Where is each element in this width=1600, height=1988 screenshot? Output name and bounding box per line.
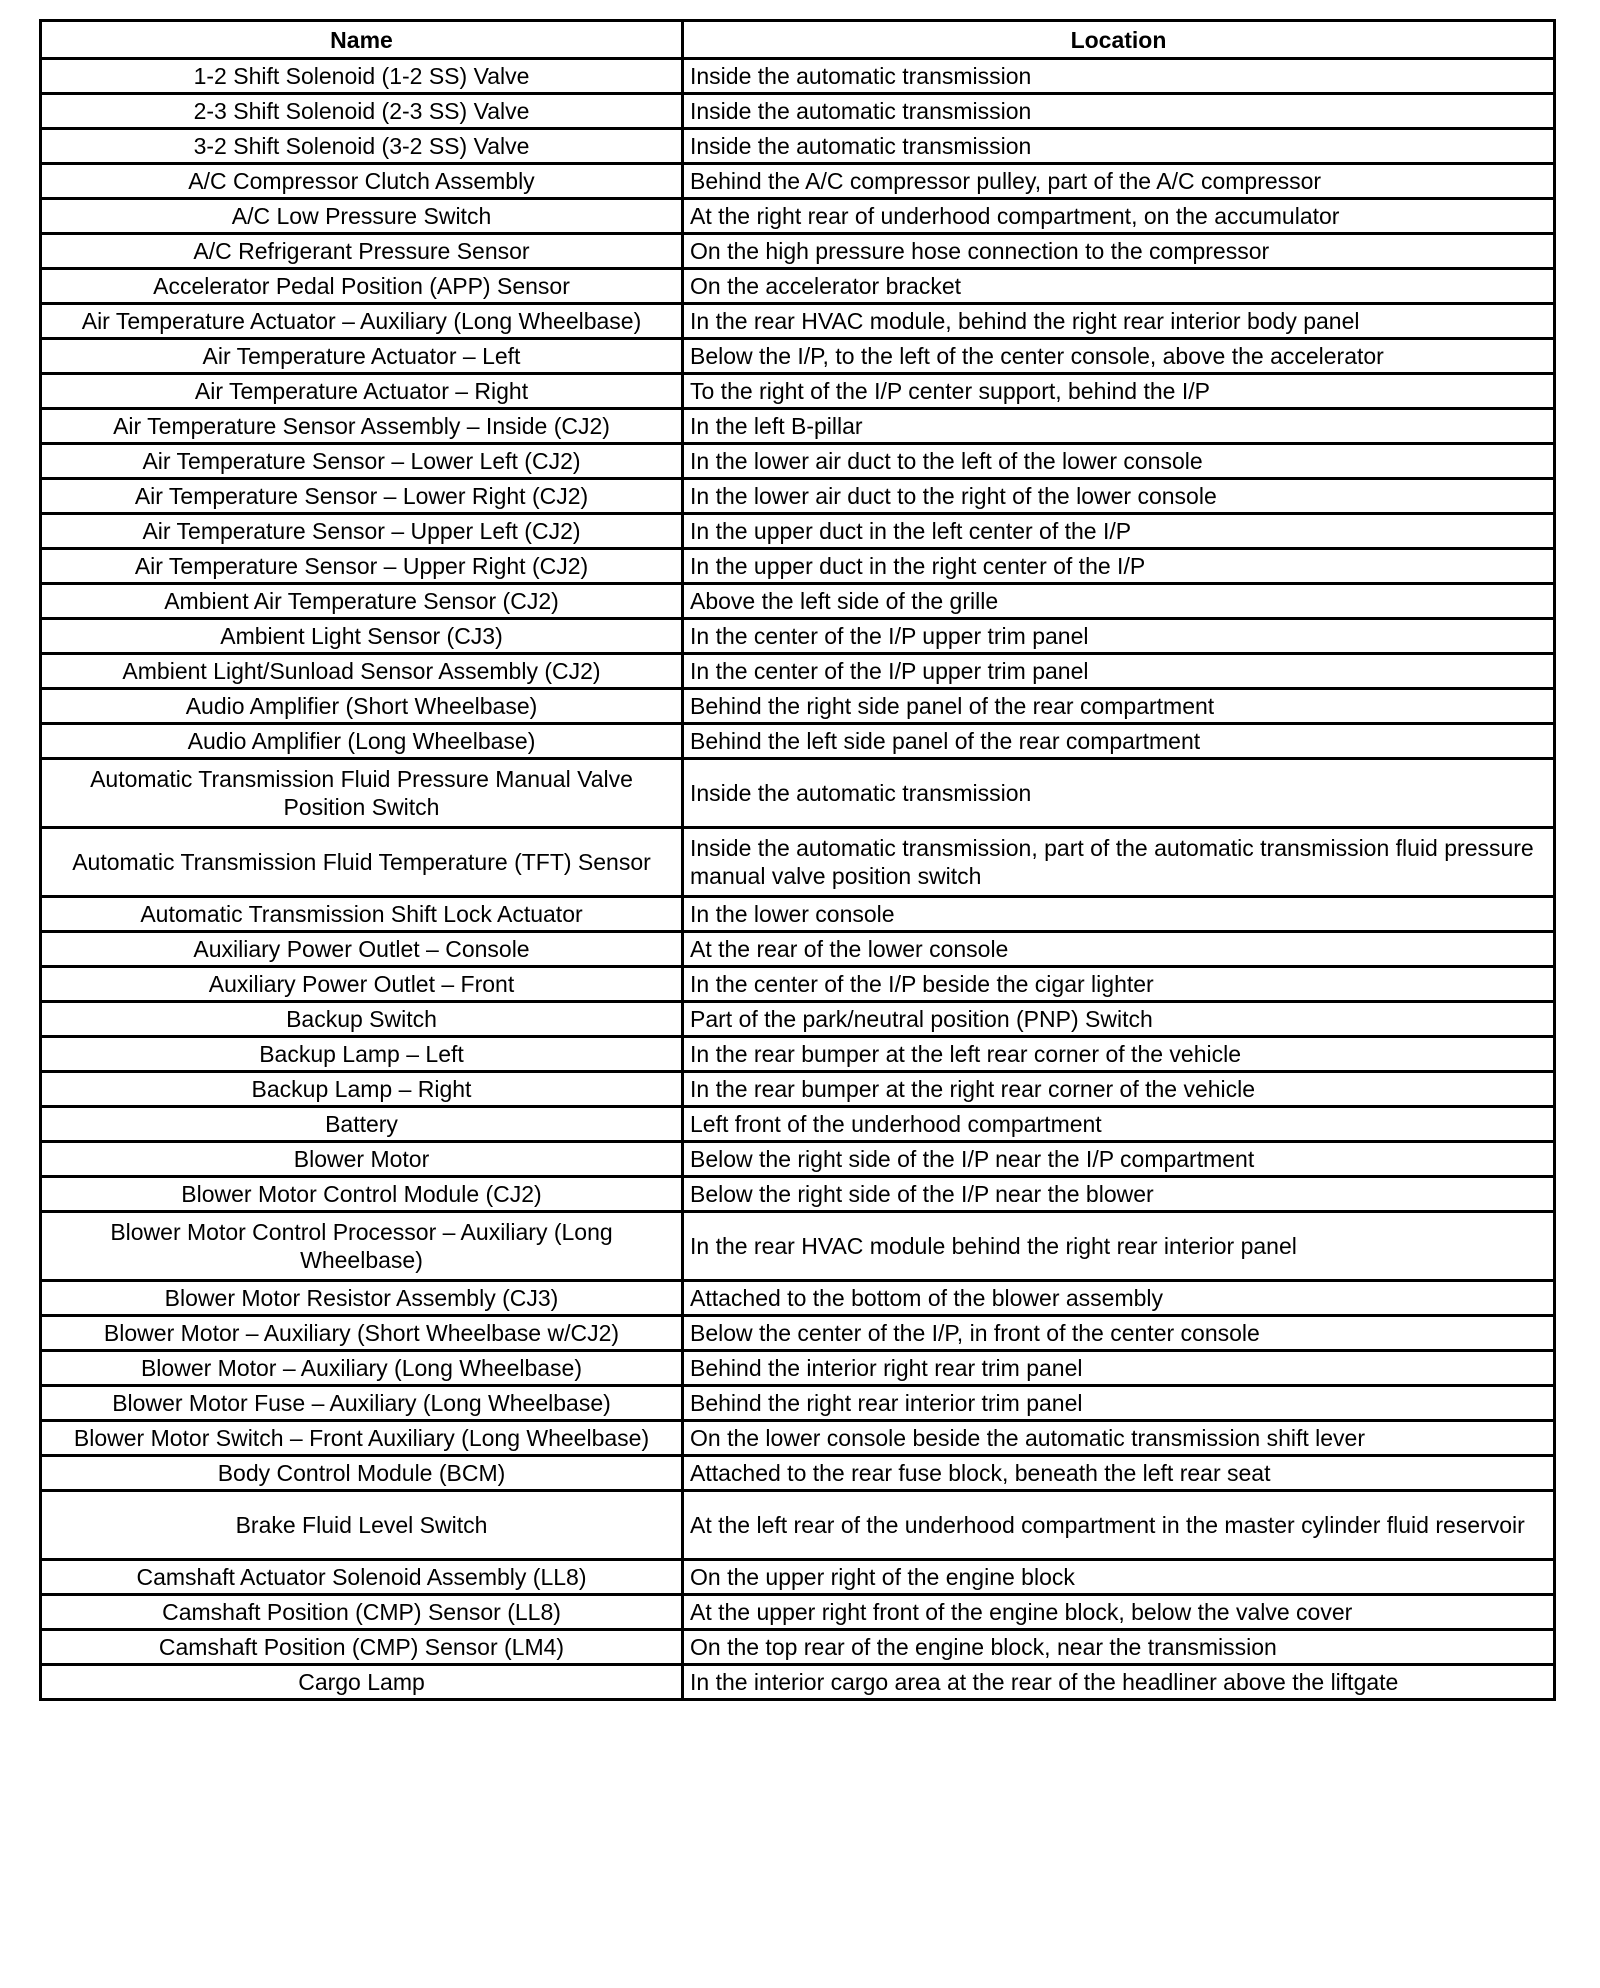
component-location-cell: On the high pressure hose connection to the compressor (683, 234, 1555, 269)
table-row (41, 1316, 1555, 1351)
component-name-cell: Blower Motor – Auxiliary (Short Wheelbase w/CJ2) (41, 1316, 683, 1351)
table-row (41, 1491, 1555, 1560)
component-location-cell: In the center of the I/P upper trim panel (683, 619, 1555, 654)
table-body (41, 59, 1555, 1700)
component-name-cell: Auxiliary Power Outlet – Front (41, 967, 683, 1002)
component-name-cell: Ambient Air Temperature Sensor (CJ2) (41, 584, 683, 619)
table-row (41, 1456, 1555, 1491)
component-location-cell: At the rear of the lower console (683, 932, 1555, 967)
table-row (41, 1281, 1555, 1316)
component-location-cell: On the accelerator bracket (683, 269, 1555, 304)
component-name-cell: Camshaft Actuator Solenoid Assembly (LL8) (41, 1560, 683, 1595)
component-location-cell: In the rear bumper at the left rear corner of the vehicle (683, 1037, 1555, 1072)
component-name-cell: Auxiliary Power Outlet – Console (41, 932, 683, 967)
component-name-cell: Air Temperature Actuator – Auxiliary (Long Wheelbase) (41, 304, 683, 339)
component-name-cell: Cargo Lamp (41, 1665, 683, 1700)
component-name-cell: A/C Low Pressure Switch (41, 199, 683, 234)
component-location-cell: Behind the right side panel of the rear compartment (683, 689, 1555, 724)
table-row (41, 444, 1555, 479)
component-name-cell: Air Temperature Sensor – Lower Right (CJ2) (41, 479, 683, 514)
component-location-cell: Part of the park/neutral position (PNP) Switch (683, 1002, 1555, 1037)
component-name-cell: Ambient Light/Sunload Sensor Assembly (CJ2) (41, 654, 683, 689)
component-locator-table-wrapper (39, 19, 1553, 1701)
component-location-cell: On the lower console beside the automatic transmission shift lever (683, 1421, 1555, 1456)
component-location-cell: In the lower air duct to the left of the lower console (683, 444, 1555, 479)
component-name-cell: Backup Lamp – Right (41, 1072, 683, 1107)
component-location-cell: Inside the automatic transmission, part of the automatic transmission fluid pressure manual valve position switch (683, 828, 1555, 897)
table-row (41, 59, 1555, 94)
component-name-cell: Audio Amplifier (Long Wheelbase) (41, 724, 683, 759)
component-location-cell: Below the right side of the I/P near the blower (683, 1177, 1555, 1212)
component-location-cell: Above the left side of the grille (683, 584, 1555, 619)
component-location-cell: In the upper duct in the left center of the I/P (683, 514, 1555, 549)
component-location-cell: Behind the A/C compressor pulley, part of the A/C compressor (683, 164, 1555, 199)
component-name-cell: Air Temperature Actuator – Right (41, 374, 683, 409)
table-row (41, 1212, 1555, 1281)
component-name-cell: Ambient Light Sensor (CJ3) (41, 619, 683, 654)
component-location-cell: In the left B-pillar (683, 409, 1555, 444)
component-location-cell: Below the center of the I/P, in front of the center console (683, 1316, 1555, 1351)
component-name-cell: Blower Motor Switch – Front Auxiliary (Long Wheelbase) (41, 1421, 683, 1456)
table-row (41, 409, 1555, 444)
table-row (41, 1665, 1555, 1700)
table-row (41, 479, 1555, 514)
component-location-cell: In the upper duct in the right center of the I/P (683, 549, 1555, 584)
table-row (41, 689, 1555, 724)
table-row (41, 339, 1555, 374)
component-name-cell: Audio Amplifier (Short Wheelbase) (41, 689, 683, 724)
table-row (41, 897, 1555, 932)
component-location-cell: Left front of the underhood compartment (683, 1107, 1555, 1142)
component-location-cell: At the right rear of underhood compartment, on the accumulator (683, 199, 1555, 234)
component-name-cell: A/C Compressor Clutch Assembly (41, 164, 683, 199)
component-location-cell: In the lower air duct to the right of the lower console (683, 479, 1555, 514)
component-locator-table (39, 19, 1556, 1701)
component-name-cell: Blower Motor Control Module (CJ2) (41, 1177, 683, 1212)
component-name-cell: Body Control Module (BCM) (41, 1456, 683, 1491)
table-row (41, 514, 1555, 549)
component-name-cell: Blower Motor Resistor Assembly (CJ3) (41, 1281, 683, 1316)
component-name-cell: Backup Lamp – Left (41, 1037, 683, 1072)
table-row (41, 1630, 1555, 1665)
component-name-cell: Automatic Transmission Shift Lock Actuator (41, 897, 683, 932)
table-row (41, 199, 1555, 234)
component-name-cell: 3-2 Shift Solenoid (3-2 SS) Valve (41, 129, 683, 164)
table-row (41, 654, 1555, 689)
component-location-cell: In the interior cargo area at the rear of the headliner above the liftgate (683, 1665, 1555, 1700)
table-row (41, 94, 1555, 129)
component-location-cell: Behind the interior right rear trim panel (683, 1351, 1555, 1386)
component-location-cell: In the rear HVAC module, behind the right rear interior body panel (683, 304, 1555, 339)
table-row (41, 1177, 1555, 1212)
component-location-cell: In the rear HVAC module behind the right rear interior panel (683, 1212, 1555, 1281)
table-row (41, 1002, 1555, 1037)
table-row (41, 619, 1555, 654)
component-location-cell: Below the right side of the I/P near the I/P compartment (683, 1142, 1555, 1177)
component-name-cell: 1-2 Shift Solenoid (1-2 SS) Valve (41, 59, 683, 94)
component-location-cell: Inside the automatic transmission (683, 59, 1555, 94)
name-column-header: Name (41, 21, 683, 59)
table-row (41, 129, 1555, 164)
component-location-cell: Attached to the bottom of the blower assembly (683, 1281, 1555, 1316)
table-row (41, 1351, 1555, 1386)
component-location-cell: In the center of the I/P beside the cigar lighter (683, 967, 1555, 1002)
table-row (41, 374, 1555, 409)
component-location-cell: In the rear bumper at the right rear corner of the vehicle (683, 1072, 1555, 1107)
table-row (41, 1560, 1555, 1595)
component-name-cell: Backup Switch (41, 1002, 683, 1037)
component-name-cell: Brake Fluid Level Switch (41, 1491, 683, 1560)
component-name-cell: Accelerator Pedal Position (APP) Sensor (41, 269, 683, 304)
table-row (41, 724, 1555, 759)
table-header-row (41, 21, 1555, 59)
component-name-cell: Automatic Transmission Fluid Pressure Manual Valve Position Switch (41, 759, 683, 828)
component-location-cell: At the left rear of the underhood compartment in the master cylinder fluid reservoir (683, 1491, 1555, 1560)
component-location-cell: Behind the left side panel of the rear compartment (683, 724, 1555, 759)
component-location-cell: In the center of the I/P upper trim panel (683, 654, 1555, 689)
component-name-cell: Blower Motor Fuse – Auxiliary (Long Wheelbase) (41, 1386, 683, 1421)
component-name-cell: A/C Refrigerant Pressure Sensor (41, 234, 683, 269)
component-name-cell: Blower Motor – Auxiliary (Long Wheelbase) (41, 1351, 683, 1386)
table-row (41, 828, 1555, 897)
table-row (41, 584, 1555, 619)
component-location-cell: Inside the automatic transmission (683, 94, 1555, 129)
component-name-cell: Camshaft Position (CMP) Sensor (LL8) (41, 1595, 683, 1630)
component-name-cell: Air Temperature Sensor – Upper Right (CJ2) (41, 549, 683, 584)
component-location-cell: In the lower console (683, 897, 1555, 932)
table-row (41, 269, 1555, 304)
table-row (41, 759, 1555, 828)
component-name-cell: Air Temperature Sensor – Lower Left (CJ2) (41, 444, 683, 479)
table-row (41, 1107, 1555, 1142)
component-location-cell: Behind the right rear interior trim panel (683, 1386, 1555, 1421)
component-location-cell: Inside the automatic transmission (683, 759, 1555, 828)
table-row (41, 1386, 1555, 1421)
table-row (41, 1072, 1555, 1107)
component-location-cell: At the upper right front of the engine block, below the valve cover (683, 1595, 1555, 1630)
component-name-cell: Air Temperature Sensor – Upper Left (CJ2) (41, 514, 683, 549)
table-row (41, 234, 1555, 269)
component-location-cell: On the top rear of the engine block, near the transmission (683, 1630, 1555, 1665)
component-location-cell: Attached to the rear fuse block, beneath the left rear seat (683, 1456, 1555, 1491)
component-location-cell: Below the I/P, to the left of the center console, above the accelerator (683, 339, 1555, 374)
table-row (41, 1037, 1555, 1072)
table-row (41, 304, 1555, 339)
table-row (41, 549, 1555, 584)
component-name-cell: Air Temperature Sensor Assembly – Inside (CJ2) (41, 409, 683, 444)
component-name-cell: Battery (41, 1107, 683, 1142)
component-location-cell: Inside the automatic transmission (683, 129, 1555, 164)
table-row (41, 932, 1555, 967)
component-name-cell: Blower Motor Control Processor – Auxiliary (Long Wheelbase) (41, 1212, 683, 1281)
component-location-cell: To the right of the I/P center support, behind the I/P (683, 374, 1555, 409)
component-name-cell: 2-3 Shift Solenoid (2-3 SS) Valve (41, 94, 683, 129)
component-name-cell: Automatic Transmission Fluid Temperature (TFT) Sensor (41, 828, 683, 897)
table-row (41, 1142, 1555, 1177)
table-row (41, 1595, 1555, 1630)
table-row (41, 967, 1555, 1002)
component-name-cell: Camshaft Position (CMP) Sensor (LM4) (41, 1630, 683, 1665)
table-row (41, 164, 1555, 199)
location-column-header: Location (683, 21, 1555, 59)
component-name-cell: Air Temperature Actuator – Left (41, 339, 683, 374)
table-row (41, 1421, 1555, 1456)
component-location-cell: On the upper right of the engine block (683, 1560, 1555, 1595)
component-name-cell: Blower Motor (41, 1142, 683, 1177)
